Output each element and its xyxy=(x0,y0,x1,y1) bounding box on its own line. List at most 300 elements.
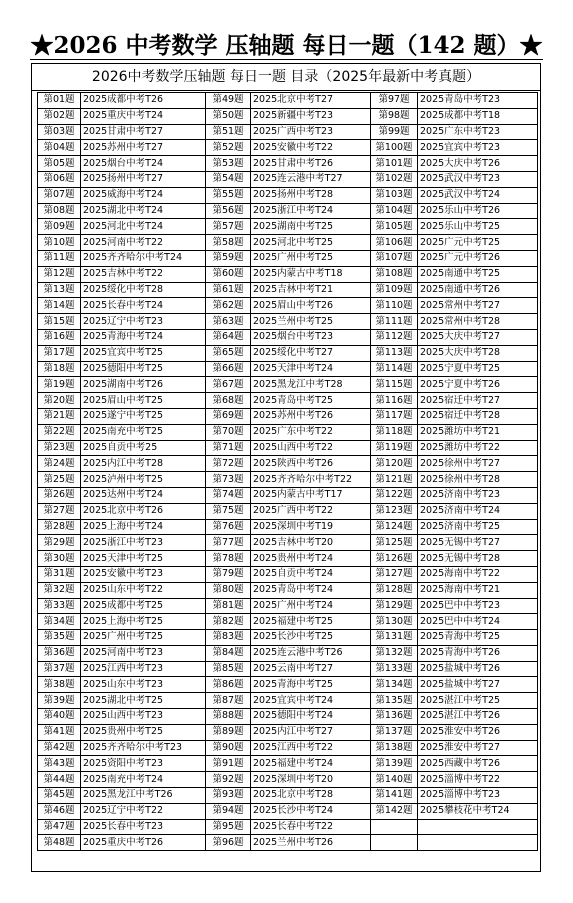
entry-title-link[interactable]: 2025淄博中考T22 xyxy=(418,772,538,788)
entry-number: 第35题 xyxy=(38,630,81,646)
entry-number: 第135题 xyxy=(371,693,418,709)
entry-title-link[interactable]: 2025宜宾中考T24 xyxy=(251,693,371,709)
entry-title-link[interactable]: 2025眉山中考T26 xyxy=(251,298,371,314)
entry-number: 第56题 xyxy=(206,203,251,219)
toc-table xyxy=(37,92,538,851)
entry-number: 第120题 xyxy=(371,456,418,472)
entry-title-link[interactable]: 2025南充中考T24 xyxy=(81,772,206,788)
entry-number: 第01题 xyxy=(38,93,81,109)
entry-title-link[interactable]: 2025武汉中考T24 xyxy=(418,187,538,203)
entry-title-link[interactable]: 2025青海中考T26 xyxy=(418,645,538,661)
entry-number: 第07题 xyxy=(38,187,81,203)
table-row xyxy=(38,472,538,488)
entry-title-link[interactable]: 2025自贡中考25 xyxy=(81,440,206,456)
entry-title-link[interactable]: 2025云南中考T27 xyxy=(251,661,371,677)
entry-title-link[interactable]: 2025长春中考T24 xyxy=(81,298,206,314)
entry-number: 第59题 xyxy=(206,250,251,266)
entry-title-link[interactable]: 2025黑龙江中考T28 xyxy=(251,377,371,393)
empty-cell xyxy=(418,835,538,851)
entry-title-link[interactable]: 2025内蒙古中考T17 xyxy=(251,487,371,503)
table-row xyxy=(38,314,538,330)
entry-title-link[interactable]: 2025青海中考T25 xyxy=(418,630,538,646)
entry-title-link[interactable]: 2025青岛中考T25 xyxy=(251,393,371,409)
entry-title-link[interactable]: 2025齐齐哈尔中考T24 xyxy=(81,250,206,266)
entry-number: 第89题 xyxy=(206,724,251,740)
entry-title-link[interactable]: 2025眉山中考T25 xyxy=(81,393,206,409)
entry-number: 第20题 xyxy=(38,393,81,409)
entry-title-link[interactable]: 2025甘肃中考T26 xyxy=(251,156,371,172)
entry-title-link[interactable]: 2025盐城中考T26 xyxy=(418,661,538,677)
table-row xyxy=(38,582,538,598)
entry-number: 第100题 xyxy=(371,140,418,156)
entry-number: 第57题 xyxy=(206,219,251,235)
entry-number: 第108题 xyxy=(371,266,418,282)
table-row xyxy=(38,377,538,393)
entry-title-link[interactable]: 2025山西中考T23 xyxy=(81,709,206,725)
entry-title-link[interactable]: 2025海南中考T21 xyxy=(418,582,538,598)
table-row xyxy=(38,724,538,740)
entry-title-link[interactable]: 2025河南中考T23 xyxy=(81,645,206,661)
entry-number: 第11题 xyxy=(38,250,81,266)
entry-title-link[interactable]: 2025苏州中考T26 xyxy=(251,408,371,424)
entry-number: 第60题 xyxy=(206,266,251,282)
entry-title-link[interactable]: 2025内江中考T27 xyxy=(251,724,371,740)
table-row xyxy=(38,361,538,377)
entry-number: 第54题 xyxy=(206,171,251,187)
entry-title-link[interactable]: 2025广州中考T24 xyxy=(251,598,371,614)
entry-number: 第63题 xyxy=(206,314,251,330)
toc-heading: 2026中考数学压轴题 每日一题 目录（2025年最新中考真题） xyxy=(32,64,540,91)
entry-title-link[interactable]: 2025大庆中考T28 xyxy=(418,345,538,361)
entry-number: 第88题 xyxy=(206,709,251,725)
entry-title-link[interactable]: 2025盐城中考T27 xyxy=(418,677,538,693)
entry-title-link[interactable]: 2025德阳中考T25 xyxy=(81,361,206,377)
entry-title-link[interactable]: 2025西藏中考T26 xyxy=(418,756,538,772)
entry-number: 第65题 xyxy=(206,345,251,361)
entry-title-link[interactable]: 2025巴中中考T23 xyxy=(418,598,538,614)
entry-number: 第40题 xyxy=(38,709,81,725)
entry-title-link[interactable]: 2025青岛中考T24 xyxy=(251,582,371,598)
entry-number: 第85题 xyxy=(206,661,251,677)
entry-title-link[interactable]: 2025吉林中考T21 xyxy=(251,282,371,298)
entry-title-link[interactable]: 2025山东中考T23 xyxy=(81,677,206,693)
entry-title-link[interactable]: 2025常州中考T27 xyxy=(418,298,538,314)
table-row xyxy=(38,740,538,756)
entry-number: 第42题 xyxy=(38,740,81,756)
entry-title-link[interactable]: 2025武汉中考T23 xyxy=(418,171,538,187)
entry-title-link[interactable]: 2025上海中考T25 xyxy=(81,614,206,630)
entry-number: 第33题 xyxy=(38,598,81,614)
entry-number: 第81题 xyxy=(206,598,251,614)
entry-number: 第67题 xyxy=(206,377,251,393)
entry-number: 第62题 xyxy=(206,298,251,314)
entry-number: 第14题 xyxy=(38,298,81,314)
entry-title-link[interactable]: 2025山西中考T22 xyxy=(251,440,371,456)
entry-number: 第66题 xyxy=(206,361,251,377)
entry-number: 第77题 xyxy=(206,535,251,551)
entry-number: 第74题 xyxy=(206,487,251,503)
entry-title-link[interactable]: 2025广东中考T23 xyxy=(418,124,538,140)
entry-title-link[interactable]: 2025宁夏中考T26 xyxy=(418,377,538,393)
entry-title-link[interactable]: 2025宜宾中考T25 xyxy=(81,345,206,361)
entry-number: 第99题 xyxy=(371,124,418,140)
entry-title-link[interactable]: 2025遂宁中考T25 xyxy=(81,408,206,424)
entry-title-link[interactable]: 2025深圳中考T20 xyxy=(251,772,371,788)
entry-number: 第32题 xyxy=(38,582,81,598)
table-row xyxy=(38,187,538,203)
entry-title-link[interactable]: 2025北京中考T27 xyxy=(251,93,371,109)
entry-number: 第133题 xyxy=(371,661,418,677)
entry-number: 第125题 xyxy=(371,535,418,551)
entry-title-link[interactable]: 2025苏州中考T27 xyxy=(81,140,206,156)
entry-title-link[interactable]: 2025广东中考T22 xyxy=(251,424,371,440)
table-row xyxy=(38,598,538,614)
entry-number: 第93题 xyxy=(206,788,251,804)
entry-title-link[interactable]: 2025绥化中考T27 xyxy=(251,345,371,361)
entry-number: 第82题 xyxy=(206,614,251,630)
entry-number: 第50题 xyxy=(206,108,251,124)
entry-title-link[interactable]: 2025贵州中考T24 xyxy=(251,551,371,567)
entry-title-link[interactable]: 2025南通中考T26 xyxy=(418,282,538,298)
entry-title-link[interactable]: 2025黑龙江中考T26 xyxy=(81,788,206,804)
entry-number: 第104题 xyxy=(371,203,418,219)
entry-title-link[interactable]: 2025广西中考T22 xyxy=(251,503,371,519)
entry-title-link[interactable]: 2025德阳中考T24 xyxy=(251,709,371,725)
entry-number: 第127题 xyxy=(371,566,418,582)
entry-number: 第69题 xyxy=(206,408,251,424)
entry-title-link[interactable]: 2025新疆中考T23 xyxy=(251,108,371,124)
entry-number: 第92题 xyxy=(206,772,251,788)
entry-number: 第49题 xyxy=(206,93,251,109)
entry-title-link[interactable]: 2025北京中考T26 xyxy=(81,503,206,519)
entry-number: 第24题 xyxy=(38,456,81,472)
entry-title-link[interactable]: 2025南充中考T25 xyxy=(81,424,206,440)
entry-number: 第105题 xyxy=(371,219,418,235)
entry-title-link[interactable]: 2025重庆中考T24 xyxy=(81,108,206,124)
entry-title-link[interactable]: 2025湖北中考T25 xyxy=(81,693,206,709)
table-row xyxy=(38,298,538,314)
entry-title-link[interactable]: 2025齐齐哈尔中考T22 xyxy=(251,472,371,488)
entry-title-link[interactable]: 2025烟台中考T24 xyxy=(81,156,206,172)
table-row xyxy=(38,519,538,535)
entry-title-link[interactable]: 2025攀枝花中考T24 xyxy=(418,803,538,819)
table-row xyxy=(38,503,538,519)
entry-title-link[interactable]: 2025常州中考T28 xyxy=(418,314,538,330)
entry-number: 第27题 xyxy=(38,503,81,519)
table-row xyxy=(38,803,538,819)
entry-title-link[interactable]: 2025湖南中考T26 xyxy=(81,377,206,393)
entry-title-link[interactable]: 2025江西中考T22 xyxy=(251,740,371,756)
entry-title-link[interactable]: 2025湖北中考T24 xyxy=(81,203,206,219)
table-row xyxy=(38,835,538,851)
entry-number: 第28题 xyxy=(38,519,81,535)
entry-number: 第46题 xyxy=(38,803,81,819)
entry-title-link[interactable]: 2025宜宾中考T23 xyxy=(418,140,538,156)
entry-title-link[interactable]: 2025上海中考T24 xyxy=(81,519,206,535)
entry-number: 第02题 xyxy=(38,108,81,124)
entry-title-link[interactable]: 2025乐山中考T26 xyxy=(418,203,538,219)
entry-title-link[interactable]: 2025贵州中考T25 xyxy=(81,724,206,740)
entry-number: 第72题 xyxy=(206,456,251,472)
toc-table-body xyxy=(38,93,538,851)
entry-number: 第126题 xyxy=(371,551,418,567)
entry-number: 第80题 xyxy=(206,582,251,598)
entry-title-link[interactable]: 2025泸州中考T25 xyxy=(81,472,206,488)
entry-title-link[interactable]: 2025天津中考T24 xyxy=(251,361,371,377)
entry-title-link[interactable]: 2025徐州中考T27 xyxy=(418,456,538,472)
entry-number: 第132题 xyxy=(371,645,418,661)
entry-title-link[interactable]: 2025长春中考T23 xyxy=(81,819,206,835)
entry-title-link[interactable]: 2025大庆中考T26 xyxy=(418,156,538,172)
entry-number: 第23题 xyxy=(38,440,81,456)
entry-title-link[interactable]: 2025烟台中考T23 xyxy=(251,329,371,345)
entry-number: 第95题 xyxy=(206,819,251,835)
entry-number: 第98题 xyxy=(371,108,418,124)
entry-title-link[interactable]: 2025成都中考T18 xyxy=(418,108,538,124)
entry-number: 第110题 xyxy=(371,298,418,314)
table-row xyxy=(38,329,538,345)
table-row xyxy=(38,630,538,646)
entry-title-link[interactable]: 2025深圳中考T19 xyxy=(251,519,371,535)
table-row xyxy=(38,203,538,219)
entry-title-link[interactable]: 2025广州中考T25 xyxy=(251,250,371,266)
entry-title-link[interactable]: 2025河北中考T24 xyxy=(81,219,206,235)
entry-title-link[interactable]: 2025海南中考T22 xyxy=(418,566,538,582)
table-row xyxy=(38,487,538,503)
entry-number: 第09题 xyxy=(38,219,81,235)
entry-title-link[interactable]: 2025大庆中考T27 xyxy=(418,329,538,345)
table-row xyxy=(38,140,538,156)
entry-title-link[interactable]: 2025达州中考T24 xyxy=(81,487,206,503)
entry-number: 第114题 xyxy=(371,361,418,377)
entry-number: 第121题 xyxy=(371,472,418,488)
table-row xyxy=(38,456,538,472)
entry-title-link[interactable]: 2025天津中考T25 xyxy=(81,551,206,567)
entry-number: 第58题 xyxy=(206,235,251,251)
entry-title-link[interactable]: 2025徐州中考T28 xyxy=(418,472,538,488)
entry-title-link[interactable]: 2025宿迁中考T27 xyxy=(418,393,538,409)
entry-title-link[interactable]: 2025宁夏中考T25 xyxy=(418,361,538,377)
entry-title-link[interactable]: 2025绥化中考T28 xyxy=(81,282,206,298)
entry-number: 第17题 xyxy=(38,345,81,361)
table-row xyxy=(38,108,538,124)
entry-number: 第19题 xyxy=(38,377,81,393)
entry-title-link[interactable]: 2025无锡中考T28 xyxy=(418,551,538,567)
entry-title-link[interactable]: 2025威海中考T24 xyxy=(81,187,206,203)
title-divider xyxy=(30,59,543,60)
entry-number: 第05题 xyxy=(38,156,81,172)
entry-title-link[interactable]: 2025广州中考T25 xyxy=(81,630,206,646)
entry-title-link[interactable]: 2025淮安中考T26 xyxy=(418,724,538,740)
entry-title-link[interactable]: 2025长沙中考T25 xyxy=(251,630,371,646)
entry-title-link[interactable]: 2025青海中考T25 xyxy=(251,677,371,693)
entry-number: 第43题 xyxy=(38,756,81,772)
entry-number: 第107题 xyxy=(371,250,418,266)
table-row xyxy=(38,250,538,266)
entry-number: 第123题 xyxy=(371,503,418,519)
entry-number: 第37题 xyxy=(38,661,81,677)
entry-number: 第122题 xyxy=(371,487,418,503)
entry-number: 第39题 xyxy=(38,693,81,709)
entry-title-link[interactable]: 2025潍坊中考T22 xyxy=(418,440,538,456)
entry-title-link[interactable]: 2025浙江中考T23 xyxy=(81,535,206,551)
entry-title-link[interactable]: 2025济南中考T24 xyxy=(418,503,538,519)
entry-number: 第44题 xyxy=(38,772,81,788)
entry-title-link[interactable]: 2025济南中考T23 xyxy=(418,487,538,503)
entry-number: 第41题 xyxy=(38,724,81,740)
entry-title-link[interactable]: 2025甘肃中考T27 xyxy=(81,124,206,140)
entry-number: 第36题 xyxy=(38,645,81,661)
entry-number: 第31题 xyxy=(38,566,81,582)
table-row xyxy=(38,772,538,788)
entry-title-link[interactable]: 2025巴中中考T24 xyxy=(418,614,538,630)
entry-number: 第13题 xyxy=(38,282,81,298)
table-row xyxy=(38,219,538,235)
entry-title-link[interactable]: 2025湛江中考T26 xyxy=(418,709,538,725)
entry-title-link[interactable]: 2025广元中考T26 xyxy=(418,250,538,266)
entry-title-link[interactable]: 2025吉林中考T20 xyxy=(251,535,371,551)
entry-number: 第15题 xyxy=(38,314,81,330)
table-row xyxy=(38,124,538,140)
entry-title-link[interactable]: 2025福建中考T25 xyxy=(251,614,371,630)
table-row xyxy=(38,819,538,835)
entry-number: 第04题 xyxy=(38,140,81,156)
entry-title-link[interactable]: 2025无锡中考T27 xyxy=(418,535,538,551)
entry-number: 第134题 xyxy=(371,677,418,693)
entry-number: 第119题 xyxy=(371,440,418,456)
entry-title-link[interactable]: 2025江西中考T23 xyxy=(81,661,206,677)
entry-title-link[interactable]: 2025成都中考T26 xyxy=(81,93,206,109)
entry-title-link[interactable]: 2025辽宁中考T22 xyxy=(81,803,206,819)
table-row xyxy=(38,424,538,440)
entry-title-link[interactable]: 2025自贡中考T24 xyxy=(251,566,371,582)
entry-title-link[interactable]: 2025成都中考T25 xyxy=(81,598,206,614)
entry-title-link[interactable]: 2025潍坊中考T21 xyxy=(418,424,538,440)
entry-title-link[interactable]: 2025齐齐哈尔中考T23 xyxy=(81,740,206,756)
entry-title-link[interactable]: 2025吉林中考T22 xyxy=(81,266,206,282)
table-row xyxy=(38,677,538,693)
entry-title-link[interactable]: 2025青海中考T24 xyxy=(81,329,206,345)
entry-number: 第71题 xyxy=(206,440,251,456)
entry-number: 第101题 xyxy=(371,156,418,172)
entry-title-link[interactable]: 2025福建中考T24 xyxy=(251,756,371,772)
entry-number: 第109题 xyxy=(371,282,418,298)
entry-title-link[interactable]: 2025淮安中考T27 xyxy=(418,740,538,756)
entry-title-link[interactable]: 2025辽宁中考T23 xyxy=(81,314,206,330)
table-row xyxy=(38,171,538,187)
entry-number: 第34题 xyxy=(38,614,81,630)
entry-number: 第12题 xyxy=(38,266,81,282)
entry-number: 第76题 xyxy=(206,519,251,535)
entry-number: 第96题 xyxy=(206,835,251,851)
entry-number: 第38题 xyxy=(38,677,81,693)
entry-number: 第116题 xyxy=(371,393,418,409)
entry-number: 第16题 xyxy=(38,329,81,345)
table-row xyxy=(38,266,538,282)
entry-title-link[interactable]: 2025安徽中考T22 xyxy=(251,140,371,156)
entry-number: 第75题 xyxy=(206,503,251,519)
entry-number: 第06题 xyxy=(38,171,81,187)
entry-number: 第102题 xyxy=(371,171,418,187)
table-row xyxy=(38,693,538,709)
entry-number: 第18题 xyxy=(38,361,81,377)
entry-number: 第103题 xyxy=(371,187,418,203)
entry-title-link[interactable]: 2025安徽中考T23 xyxy=(81,566,206,582)
table-row xyxy=(38,756,538,772)
entry-title-link[interactable]: 2025长春中考T22 xyxy=(251,819,371,835)
entry-title-link[interactable]: 2025济南中考T25 xyxy=(418,519,538,535)
page-title: ★2026 中考数学 压轴题 每日一题（142 题）★ xyxy=(30,32,543,59)
entry-number: 第106题 xyxy=(371,235,418,251)
entry-title-link[interactable]: 2025湛江中考T25 xyxy=(418,693,538,709)
entry-title-link[interactable]: 2025内江中考T28 xyxy=(81,456,206,472)
entry-title-link[interactable]: 2025连云港中考T27 xyxy=(251,171,371,187)
entry-title-link[interactable]: 2025扬州中考T27 xyxy=(81,171,206,187)
entry-number: 第136题 xyxy=(371,709,418,725)
entry-number: 第129题 xyxy=(371,598,418,614)
entry-number: 第111题 xyxy=(371,314,418,330)
entry-title-link[interactable]: 2025淄博中考T23 xyxy=(418,788,538,804)
table-row xyxy=(38,661,538,677)
entry-number: 第84题 xyxy=(206,645,251,661)
table-of-contents xyxy=(31,63,541,872)
entry-number: 第29题 xyxy=(38,535,81,551)
entry-number: 第70题 xyxy=(206,424,251,440)
entry-number: 第128题 xyxy=(371,582,418,598)
table-row xyxy=(38,235,538,251)
entry-title-link[interactable]: 2025山东中考T22 xyxy=(81,582,206,598)
table-row xyxy=(38,709,538,725)
table-row xyxy=(38,282,538,298)
entry-title-link[interactable]: 2025湖南中考T25 xyxy=(251,219,371,235)
entry-title-link[interactable]: 2025青岛中考T23 xyxy=(418,93,538,109)
entry-title-link[interactable]: 2025重庆中考T26 xyxy=(81,835,206,851)
entry-number: 第79题 xyxy=(206,566,251,582)
entry-title-link[interactable]: 2025乐山中考T25 xyxy=(418,219,538,235)
entry-title-link[interactable]: 2025宿迁中考T28 xyxy=(418,408,538,424)
entry-title-link[interactable]: 2025长沙中考T24 xyxy=(251,803,371,819)
entry-title-link[interactable]: 2025南通中考T25 xyxy=(418,266,538,282)
entry-number: 第113题 xyxy=(371,345,418,361)
entry-number: 第141题 xyxy=(371,788,418,804)
table-row xyxy=(38,156,538,172)
table-row xyxy=(38,566,538,582)
entry-number: 第142题 xyxy=(371,803,418,819)
entry-title-link[interactable]: 2025河北中考T25 xyxy=(251,235,371,251)
entry-title-link[interactable]: 2025河南中考T22 xyxy=(81,235,206,251)
entry-number: 第25题 xyxy=(38,472,81,488)
entry-title-link[interactable]: 2025浙江中考T24 xyxy=(251,203,371,219)
entry-title-link[interactable]: 2025内蒙古中考T18 xyxy=(251,266,371,282)
entry-title-link[interactable]: 2025广元中考T25 xyxy=(418,235,538,251)
entry-number: 第45题 xyxy=(38,788,81,804)
entry-title-link[interactable]: 2025陕西中考T26 xyxy=(251,456,371,472)
entry-number: 第52题 xyxy=(206,140,251,156)
entry-number: 第21题 xyxy=(38,408,81,424)
entry-title-link[interactable]: 2025资阳中考T23 xyxy=(81,756,206,772)
entry-number: 第47题 xyxy=(38,819,81,835)
entry-number: 第140题 xyxy=(371,772,418,788)
entry-title-link[interactable]: 2025兰州中考T26 xyxy=(251,835,371,851)
entry-title-link[interactable]: 2025扬州中考T28 xyxy=(251,187,371,203)
entry-title-link[interactable]: 2025北京中考T28 xyxy=(251,788,371,804)
entry-title-link[interactable]: 2025兰州中考T25 xyxy=(251,314,371,330)
entry-number: 第26题 xyxy=(38,487,81,503)
entry-title-link[interactable]: 2025连云港中考T26 xyxy=(251,645,371,661)
table-row xyxy=(38,393,538,409)
table-row xyxy=(38,788,538,804)
entry-title-link[interactable]: 2025广西中考T23 xyxy=(251,124,371,140)
